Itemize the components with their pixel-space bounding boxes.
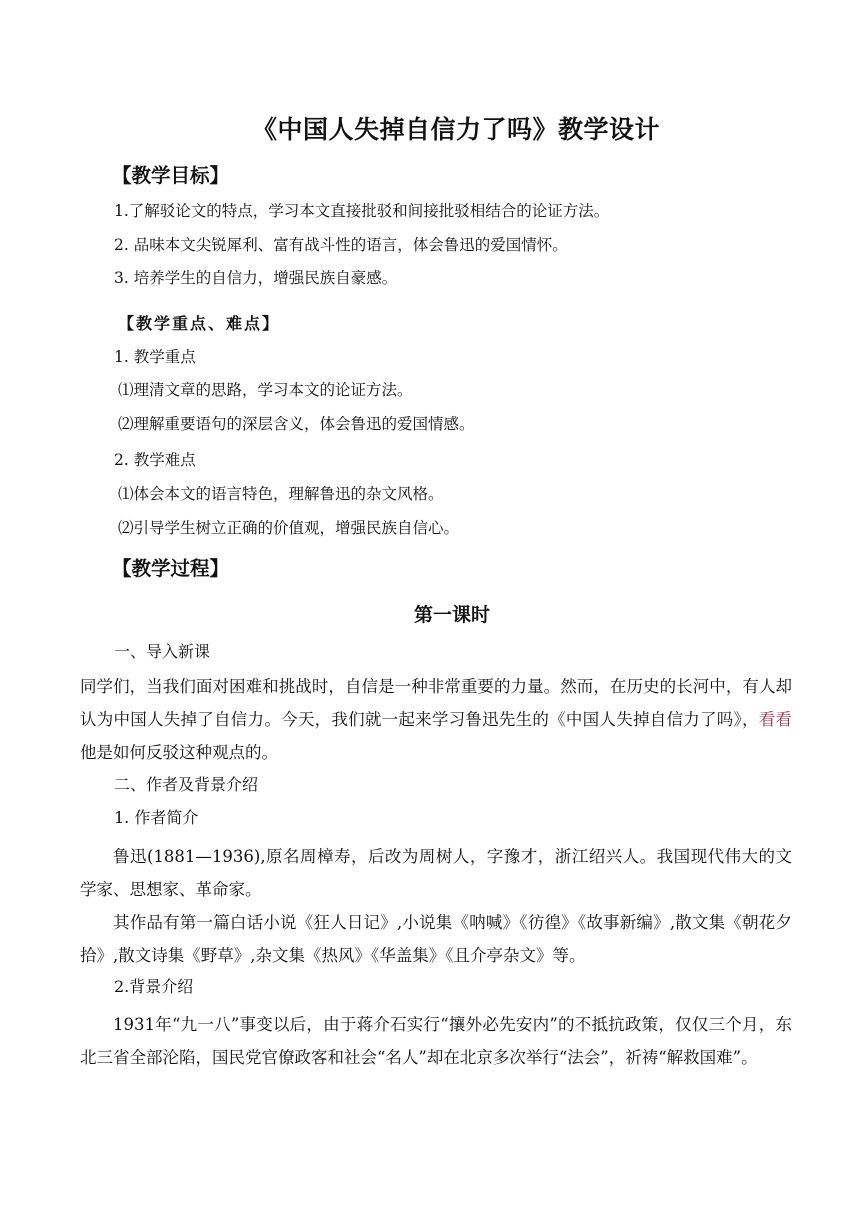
document-title: 《中国人失掉自信力了吗》教学设计: [251, 115, 660, 144]
process-heading: 【教学过程】: [112, 557, 230, 580]
intro-paragraph: [80, 670, 792, 769]
intro-text-b: 他是如何反驳这种观点的。: [80, 743, 278, 762]
goal-item-2: 2. 品味本文尖锐犀利、富有战斗性的语言，体会鲁迅的爱国情怀。: [114, 236, 568, 254]
difficulty-item-1: ⑴体会本文的语言特色，理解鲁迅的杂文风格。: [118, 485, 444, 503]
goal-item-3: 3. 培养学生的自信力，增强民族自豪感。: [114, 269, 398, 287]
section-1-title: 一、导入新课: [114, 642, 211, 661]
focus-item-1: ⑴理清文章的思路，学习本文的论证方法。: [118, 381, 413, 399]
focus-item-2: ⑵理解重要语句的深层含义，体会鲁迅的爱国情感。: [118, 415, 475, 433]
section-2-title: 二、作者及背景介绍: [114, 775, 259, 794]
goal-item-1: 1.了解驳论文的特点，学习本文直接批驳和间接批驳相结合的论证方法。: [114, 202, 610, 220]
difficulty-item-2: ⑵引导学生树立正确的价值观，增强民族自信心。: [118, 519, 460, 537]
author-paragraph: 鲁迅(1881—1936),原名周樟寿，后改为周树人，字豫才，浙江绍兴人。我国现代伟大的文学家、思想家、革命家。: [80, 847, 792, 899]
background-label: 2.背景介绍: [114, 977, 194, 996]
author-label: 1. 作者简介: [114, 808, 199, 827]
background-paragraph: 1931年“九一八”事变以后，由于蒋介石实行“攘外必先安内”的不抵抗政策，仅仅三个月，东北三省全部沦陷，国民党官僚政客和社会“名人”却在北京多次举行“法会”，祈祷“解救国难”。: [80, 1015, 792, 1067]
focus-label: 1. 教学重点: [114, 348, 196, 366]
works-paragraph: 其作品有第一篇白话小说《狂人日记》,小说集《呐喊》《彷徨》《故事新编》,散文集《朝花夕拾》,散文诗集《野草》,杂文集《热风》《华盖集》《且介亭杂文》等。: [80, 913, 792, 965]
intro-highlight: 看看: [758, 710, 793, 729]
lesson-title: 第一课时: [413, 604, 490, 626]
difficulty-label: 2. 教学难点: [114, 451, 196, 469]
intro-text-a: 同学们，当我们面对困难和挑战时，自信是一种非常重要的力量。然而，在历史的长河中，有人却认为中国人失掉了自信力。今天，我们就一起来学习鲁迅先生的《中国人失掉自信力了吗》，: [80, 677, 792, 729]
goals-heading: 【教学目标】: [112, 164, 230, 187]
key-points-heading: 【教学重点、难点】: [118, 314, 281, 333]
